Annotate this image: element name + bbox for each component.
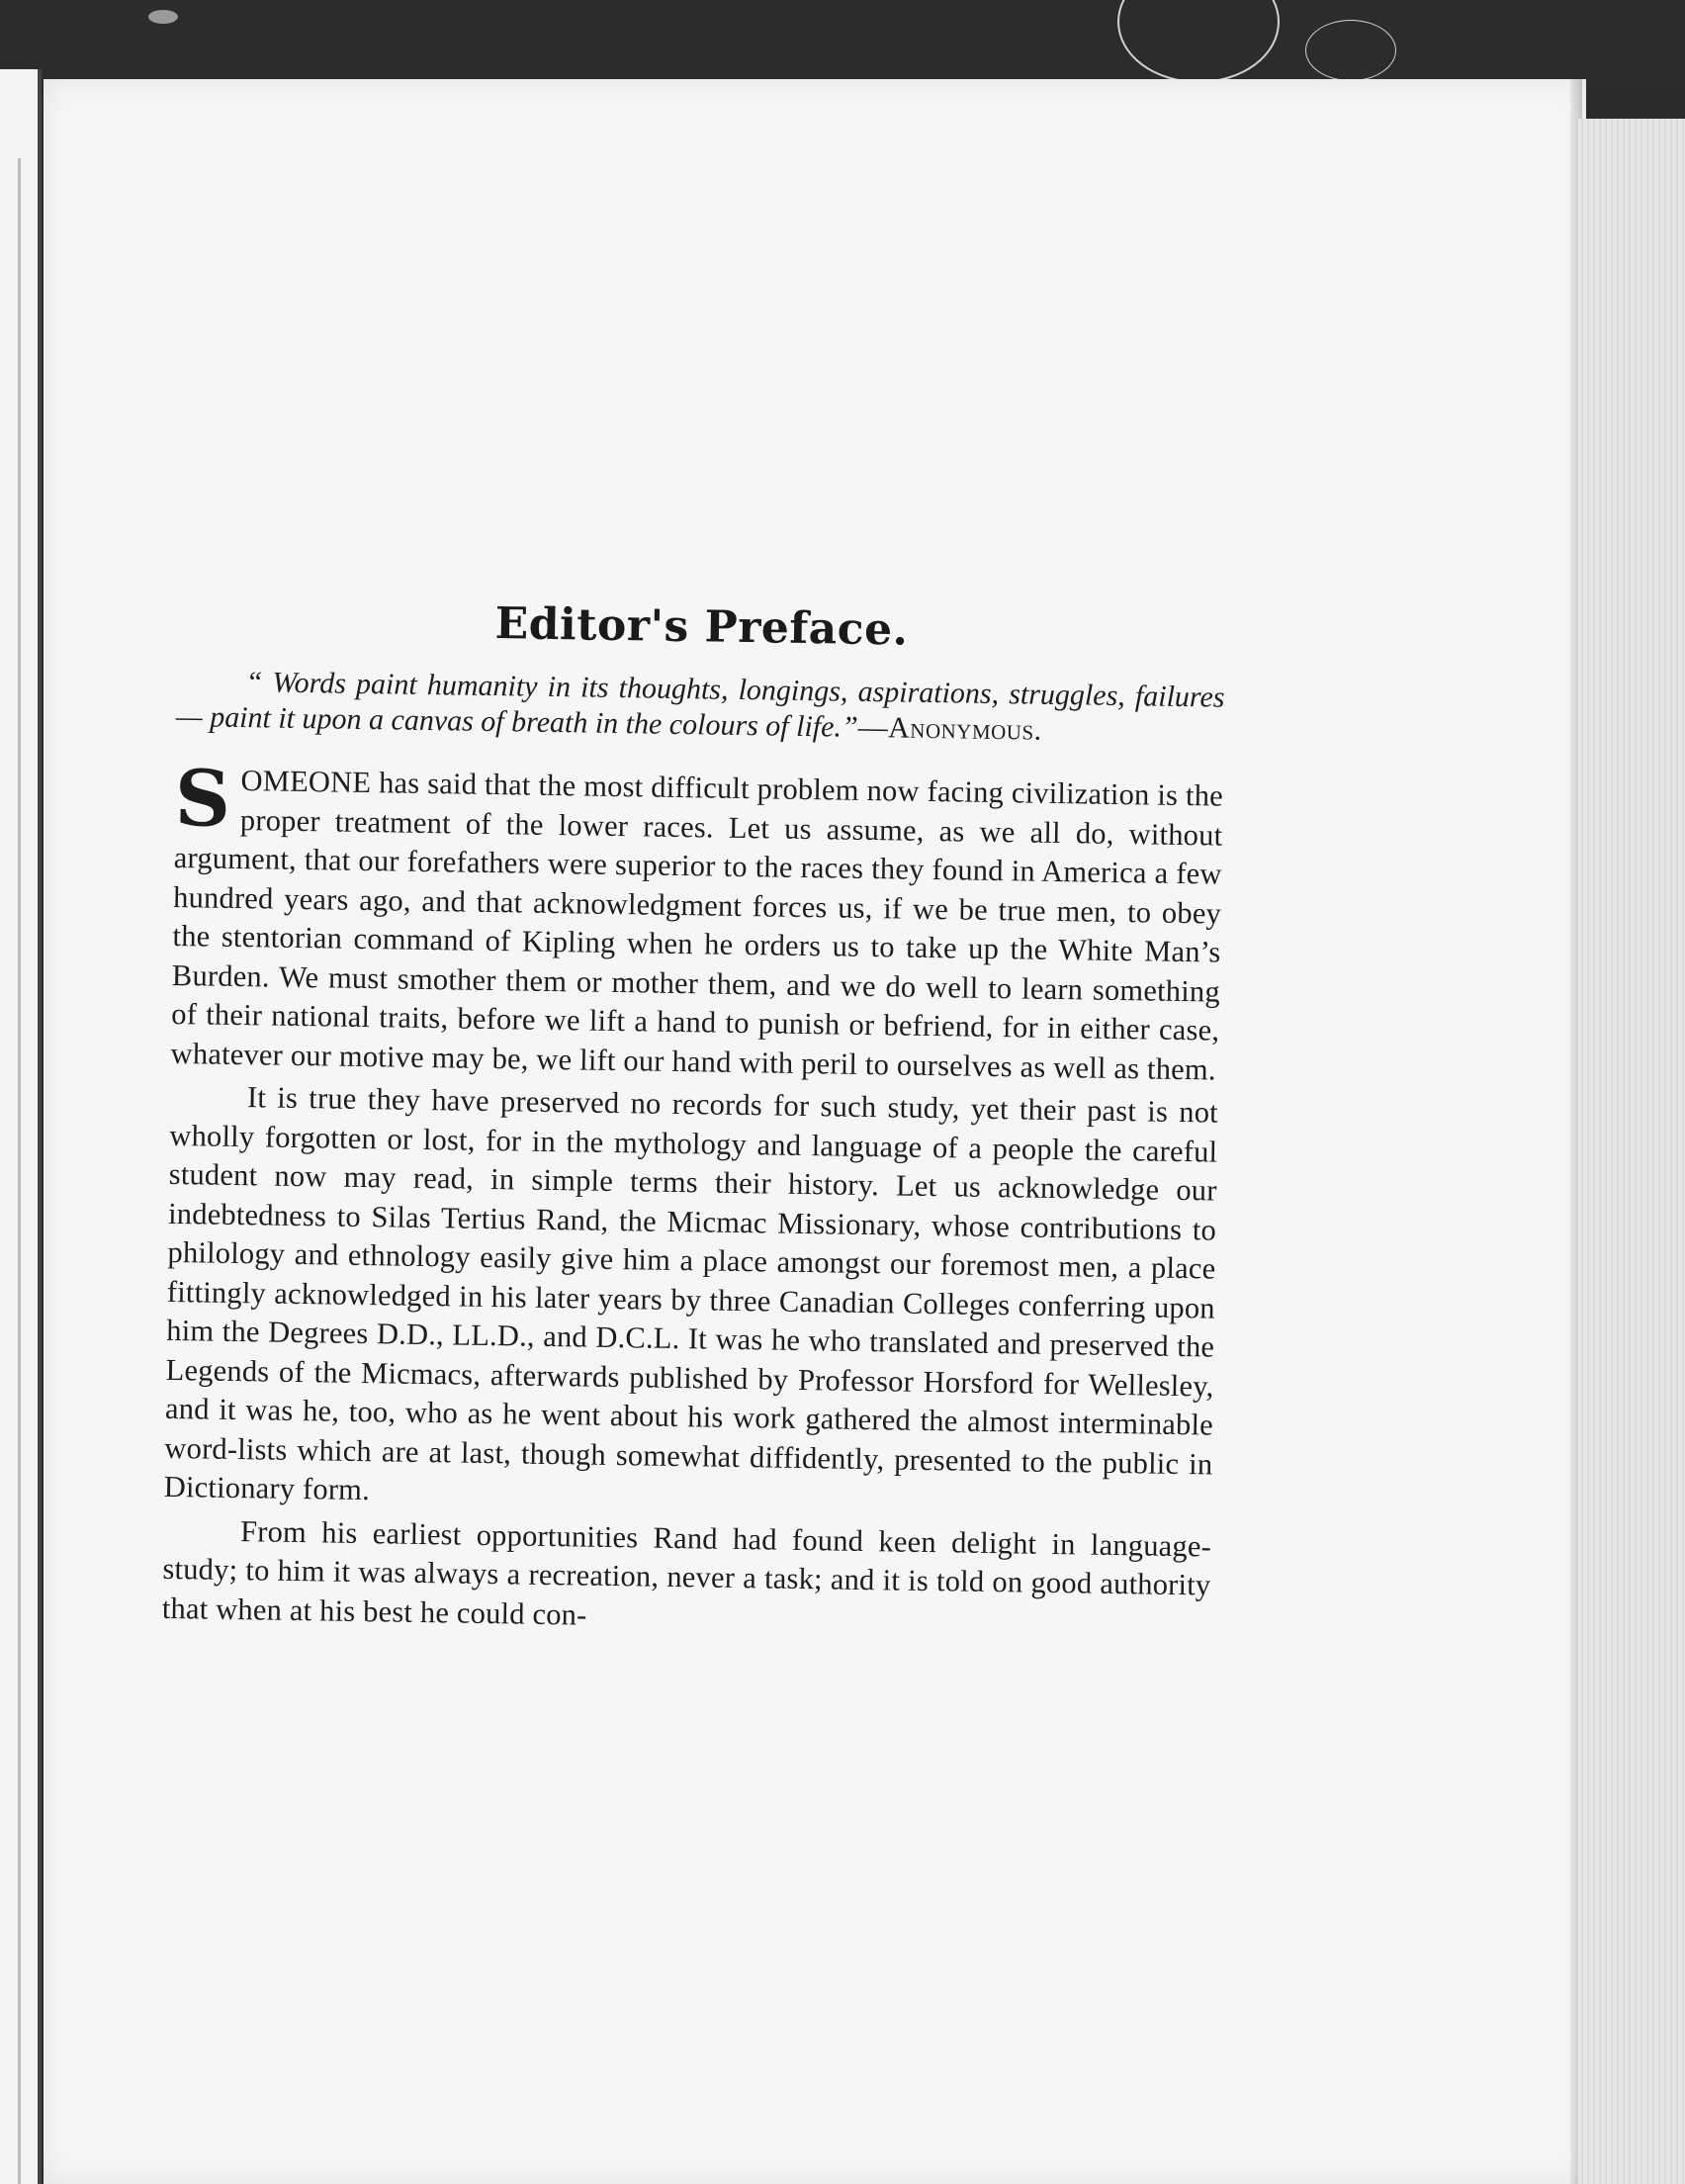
page-text-block <box>162 593 1226 1649</box>
paragraph-text: From his earliest opportunities Rand had found keen delight in language-study; to him it was always a recreation, never a task; and it is told on good authority that when at his best he could con- <box>161 1513 1212 1632</box>
paragraph-1 <box>170 753 1224 1090</box>
paragraph-text: OMEONE has said that the most difficult problem now facing civilization is the proper treatment of the lower races. Let us assume, as we all do, without argument, that our forefathers were superior to the races they found in America a few hundred years ago, and that acknowledgment forces us, if we be true men, to obey the stentorian command of Kipling when he orders us to take up the White Man’s Burden. We must smother them or mother them, and we do well to learn something of their national traits, before we lift a hand to punish or befriend, for in either case, whatever our motive may be, we lift our hand with peril to ourselves as well as them. <box>170 764 1224 1087</box>
paragraph-3 <box>162 1510 1212 1644</box>
dust-speck <box>148 10 178 24</box>
paragraph-text: It is true they have preserved no records for such study, yet their past is not wholly forgotten or lost, for in the mythology and language of a people the careful student now may read, in simple terms their history. Let us acknowledge our indebtedness to Silas Tertius Rand, the Micmac Missionary, whose contributions to philology and ethnology easily give him a place amongst our foremost men, a place fittingly acknowledged in his later years by three Canadian Colleges conferring upon him the Degrees D.D., LL.D., and D.C.L. It was he who translated and preserved the Legends of the Micmacs, afterwards published by Professor Horsford for Wellesley, and it was he, too, who as he went about his work gathered the almost interminable word-lists which are at last, though somewhat diffidently, presented to the public in Dictionary form. <box>163 1080 1219 1507</box>
epigraph <box>176 664 1225 752</box>
left-page-fold <box>18 158 21 2184</box>
scan-top-border <box>0 0 1685 89</box>
drop-cap: S <box>174 753 231 845</box>
paragraph-2 <box>163 1077 1218 1523</box>
epigraph-attribution: —Anonymous. <box>857 710 1042 747</box>
page-title: Editor's Preface. <box>494 598 909 656</box>
right-page-edges <box>1578 119 1685 2184</box>
epigraph-text: “ Words paint humanity in its thoughts, longings, aspirations, struggles, failures — paint it upon a canvas of breath in the colours of life.” <box>175 666 1225 744</box>
film-scratch <box>1305 20 1396 81</box>
left-page-edge <box>0 69 42 2184</box>
